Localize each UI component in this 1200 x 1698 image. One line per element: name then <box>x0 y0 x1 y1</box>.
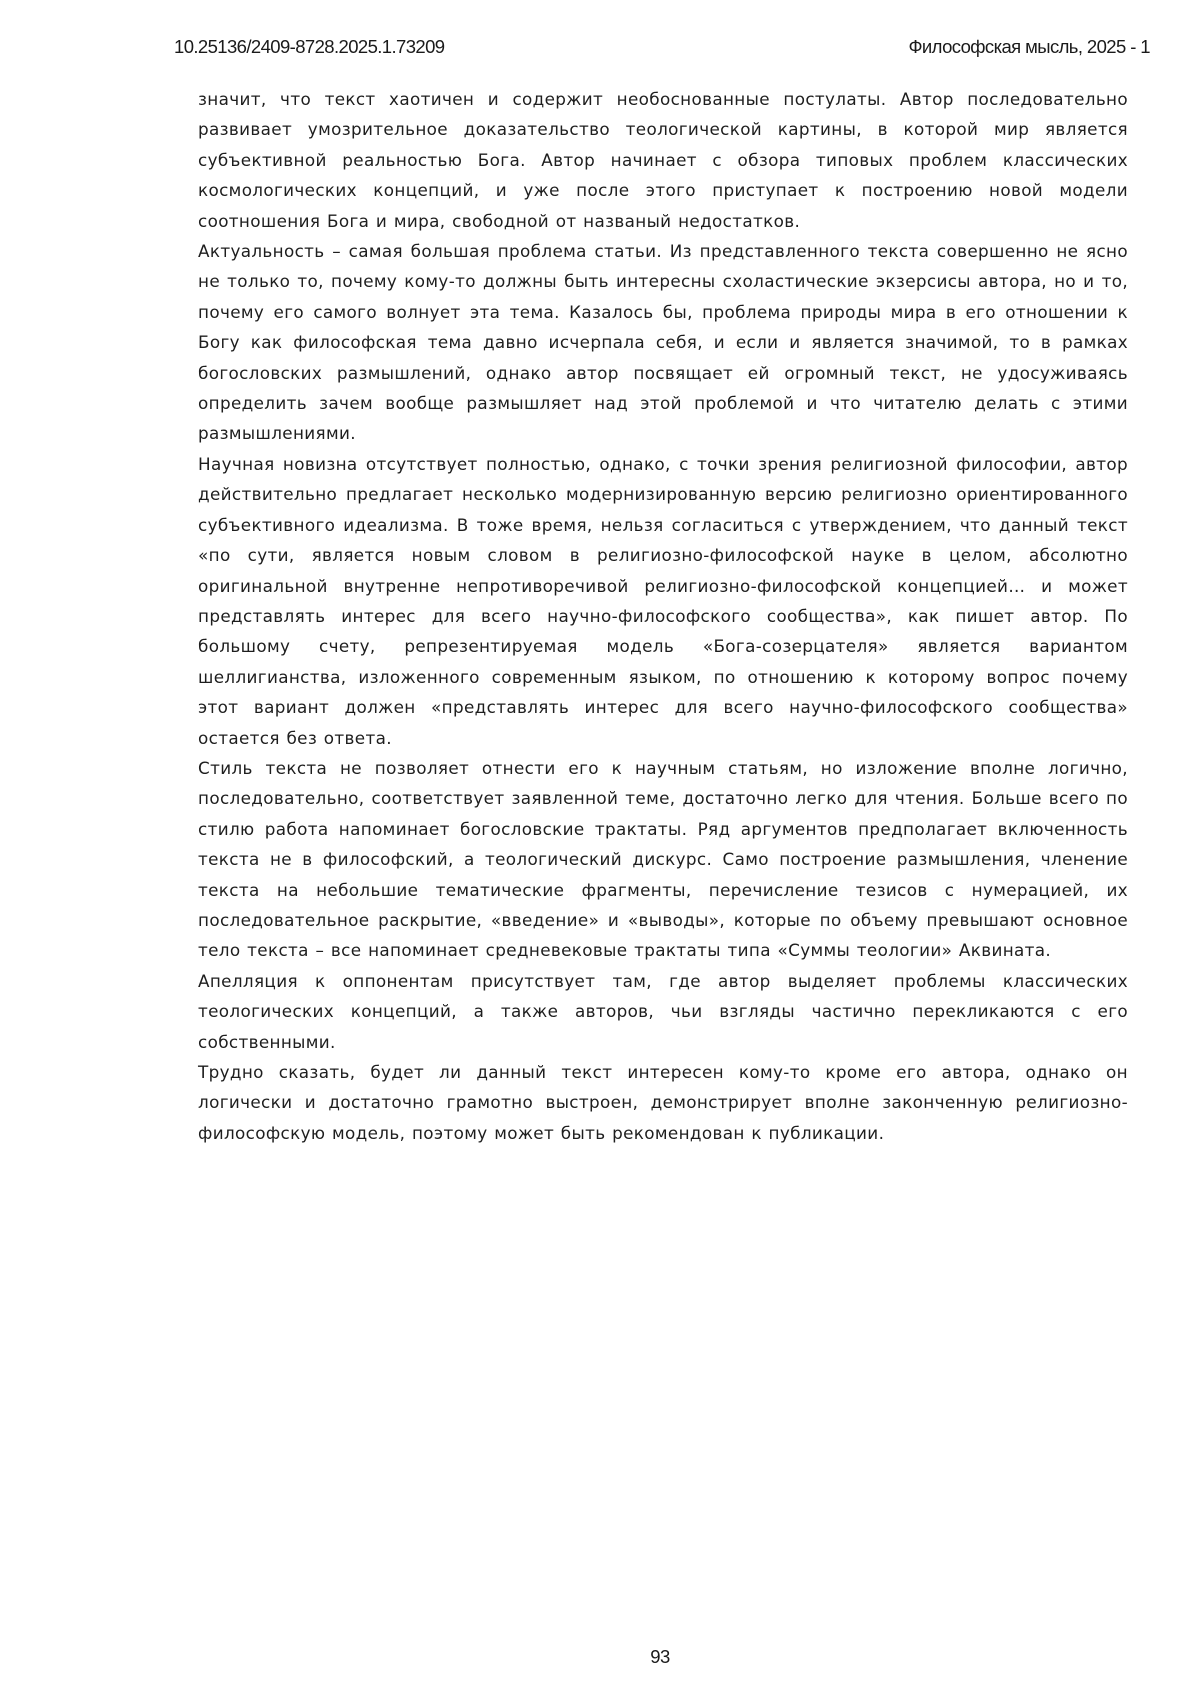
journal-issue-label: Философская мысль, 2025 - 1 <box>908 36 1150 58</box>
running-header <box>174 36 1150 62</box>
paragraph-continuation: значит, что текст хаотичен и содержит необоснованные постулаты. Автор последовательно развивает умозрительное доказательство теологической картины, в которой мир является субъективной реальностью Бога. Автор начинает с обзора типовых проблем классических космологических концепций, и уже после этого приступает к построению новой модели соотношения Бога и мира, свободной от названый недостатков. <box>198 84 1128 236</box>
paragraph-novelty: Научная новизна отсутствует полностью, однако, с точки зрения религиозной философии, автор действительно предлагает несколько модернизированную версию религиозно ориентированного субъективного идеализма. В тоже время, нельзя согласиться с утверждением, что данный текст «по сути, является новым словом в религиозно-философской науке в целом, абсолютно оригинальной внутренне непротиворечивой религиозно-философской концепцией… и может представлять интерес для всего научно-философского сообщества», как пишет автор. По большому счету, репрезентируемая модель «Бога-созерцателя» является вариантом шеллигианства, изложенного современным языком, по отношению к которому вопрос почему этот вариант должен «представлять интерес для всего научно-философского сообщества» остается без ответа. <box>198 449 1128 753</box>
page-number: 93 <box>0 1646 1200 1668</box>
paragraph-style: Стиль текста не позволяет отнести его к научным статьям, но изложение вполне логично, последовательно, соответствует заявленной теме, достаточно легко для чтения. Больше всего по стилю работа напоминает богословские трактаты. Ряд аргументов предполагает включенность текста не в философский, а теологический дискурс. Само построение размышления, членение текста на небольшие тематические фрагменты, перечисление тезисов с нумерацией, их последовательное раскрытие, «введение» и «выводы», которые по объему превышают основное тело текста – все напоминает средневековые трактаты типа «Суммы теологии» Аквината. <box>198 753 1128 966</box>
article-body <box>198 84 1128 1148</box>
doi-label: 10.25136/2409-8728.2025.1.73209 <box>174 36 444 58</box>
paragraph-relevance: Актуальность – самая большая проблема статьи. Из представленного текста совершенно не ясно не только то, почему кому-то должны быть интересны схоластические экзерсисы автора, но и то, почему его самого волнует эта тема. Казалось бы, проблема природы мира в его отношении к Богу как философская тема давно исчерпала себя, и если и является значимой, то в рамках богословских размышлений, однако автор посвящает ей огромный текст, не удосуживаясь определить зачем вообще размышляет над этой проблемой и что читателю делать с этими размышлениями. <box>198 236 1128 449</box>
paragraph-conclusion: Трудно сказать, будет ли данный текст интересен кому-то кроме его автора, однако он логически и достаточно грамотно выстроен, демонстрирует вполне законченную религиозно-философскую модель, поэтому может быть рекомендован к публикации. <box>198 1057 1128 1148</box>
paragraph-opponents: Апелляция к оппонентам присутствует там, где автор выделяет проблемы классических теологических концепций, а также авторов, чьи взгляды частично перекликаются с его собственными. <box>198 966 1128 1057</box>
